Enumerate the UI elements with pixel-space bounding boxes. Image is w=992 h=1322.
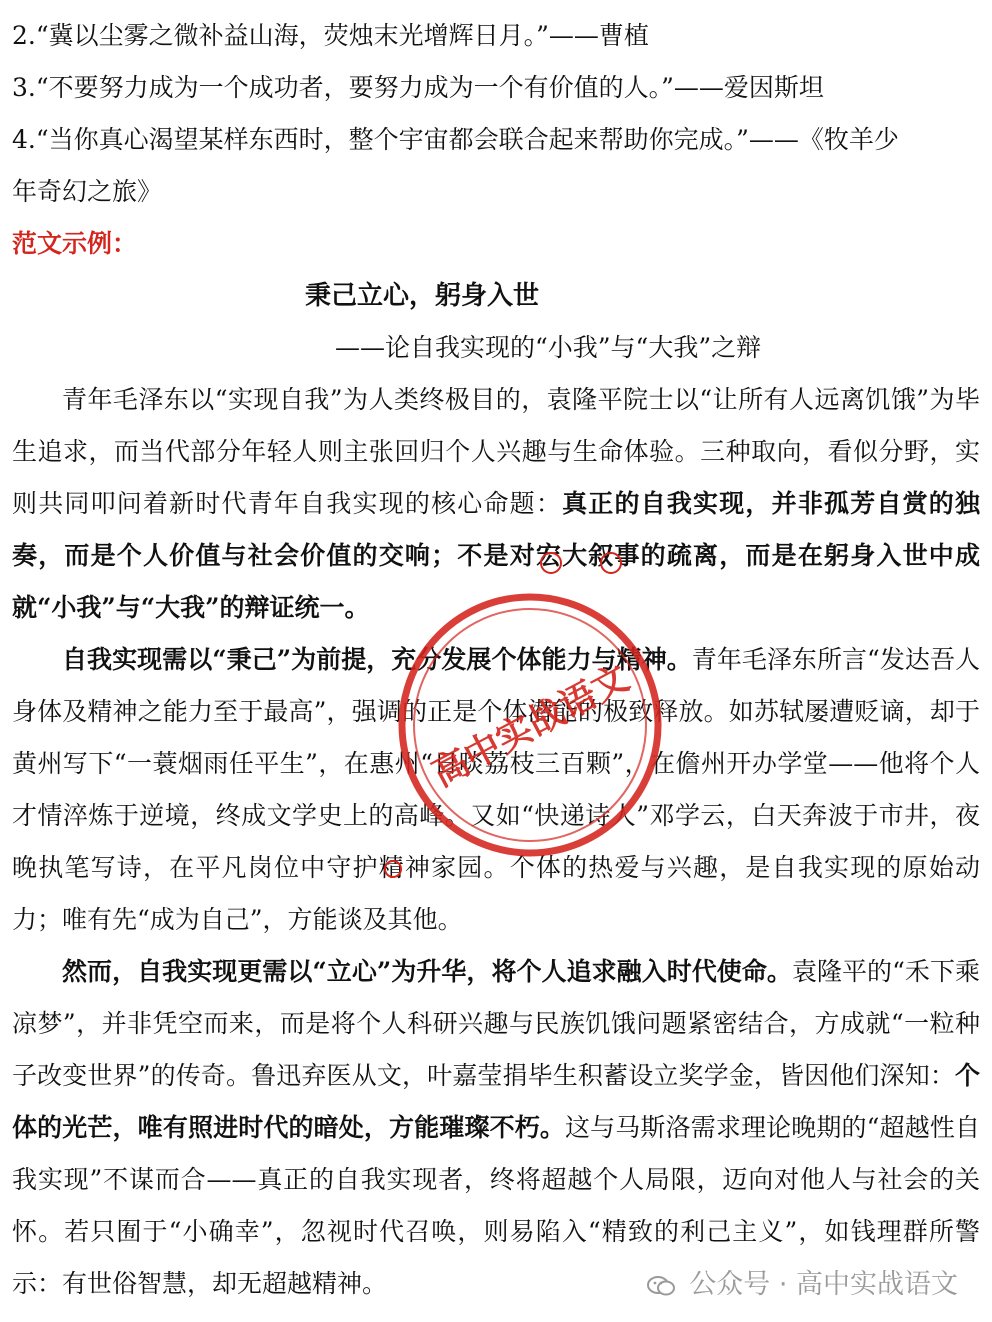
- essay-paragraph-3: [12, 946, 980, 1310]
- essay-subtitle: ——论自我实现的“小我”与“大我”之辩: [335, 333, 762, 362]
- essay-paragraph-1: [12, 374, 980, 634]
- p1-thesis: 真正的自我实现，并非孤芳自赏的独奏，而是个人价值与社会价值的交响；不是对宏大叙事的疏离，而是在躬身入世中成就“小我”与“大我”的辩证统一。: [12, 489, 980, 622]
- stamp-text: 高中实战语文: [425, 657, 636, 796]
- quote-line-4-cont: 年奇幻之旅》: [12, 177, 163, 206]
- p3-text-c: 这与马斯洛需求理论晚期的“超越性自我实现”不谋而合——真正的自我实现者，终将超越个人局限，迈向对他人与社会的关怀。若只囿于“小确幸”，忽视时代召唤，则易陷入“精致的利己主义”，如钱理群所警示：有世俗智慧，却无超越精神。: [12, 1113, 980, 1298]
- p1-text: 青年毛泽东以“实现自我”为人类终极目的，袁隆平院士以“让所有人远离饥饿”为毕生追求，而当代部分年轻人则主张回归个人兴趣与生命体验。三种取向，看似分野，实则共同叩问着新时代青年自我实现的核心命题：: [12, 385, 980, 518]
- p2-text: 青年毛泽东所言“发达吾人身体及精神之能力至于最高”，强调的正是个体潜能的极致释放。如苏轼屡遭贬谪，却于黄州写下“一蓑烟雨任平生”，在惠州“日啖荔枝三百颗”，在儋州开办学堂——他将个人才情淬炼于逆境，终成文学史上的高峰。又如“快递诗人”邓学云，白天奔波于市井，夜晚执笔写诗，在平凡岗位中守护精神家园。个体的热爱与兴趣，是自我实现的原始动力；唯有先“成为自己”，方能谈及其他。: [12, 645, 980, 934]
- quote-line-2: 2.“冀以尘雾之微补益山海，荧烛末光增辉日月。”——曹植: [12, 21, 649, 50]
- quote-line-3: 3.“不要努力成为一个成功者，要努力成为一个有价值的人。”——爱因斯坦: [12, 73, 824, 102]
- wechat-icon: [647, 1275, 675, 1297]
- watermark: [647, 1262, 958, 1301]
- p3-topic-sentence: 然而，自我实现更需以“立心”为升华，将个人追求融入时代使命。: [62, 957, 792, 986]
- section-label: 范文示例：: [12, 229, 138, 258]
- p2-topic-sentence: 自我实现需以“秉己”为前提，充分发展个体能力与精神。: [62, 645, 692, 674]
- watermark-text: 公众号 · 高中实战语文: [689, 1269, 958, 1300]
- essay-paragraph-2: [12, 634, 980, 946]
- p3-emphasis: 个体的光芒，唯有照进时代的暗处，方能璀璨不朽。: [12, 1061, 980, 1142]
- quote-line-4: 4.“当你真心渴望某样东西时，整个宇宙都会联合起来帮助你完成。”——《牧羊少: [12, 125, 899, 154]
- annotation-circle: [600, 552, 622, 574]
- annotation-circle: [540, 552, 562, 574]
- annotation-circle: [384, 860, 402, 878]
- essay-title: 秉己立心，躬身入世: [305, 281, 540, 311]
- p3-text-a: 袁隆平的“禾下乘凉梦”，并非凭空而来，而是将个人科研兴趣与民族饥饿问题紧密结合，方成就“一粒种子改变世界”的传奇。鲁迅弃医从文，叶嘉莹捐毕生积蓄设立奖学金，皆因他们深知：: [12, 957, 980, 1090]
